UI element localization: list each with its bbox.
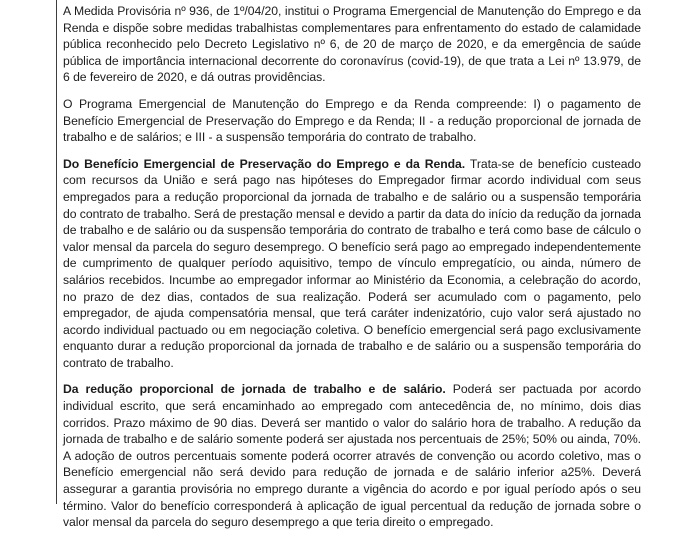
paragraph-lead: Da redução proporcional de jornada de trabalho e de salário.	[63, 382, 446, 397]
left-border-line	[56, 0, 57, 504]
paragraph-programa-compreende	[63, 96, 641, 146]
paragraph-body: Trata-se de benefício custeado com recursos da União e será pago nas hipóteses do Empregador firmar acordo individual com seus empregados para a redução proporcional da jornada de trabalho e de salário ou a suspensão temporária do contrato de trabalho. Será de prestação mensal e devido a partir da data do início da redução da jornada de trabalho e de salário ou da suspensão temporária do contrato de trabalho e terá como base de cálculo o valor mensal da parcela do seguro desemprego. O benefício será pago ao empregado independentemente de cumprimento de qualquer período aquisitivo, tempo de vínculo empregatício, ou ainda, número de salários recebidos. Incumbe ao empregador informar ao Ministério da Economia, a celebração do acordo, no prazo de dez dias, contados de sua realização. Poderá ser acumulado com o pagamento, pelo empregador, de ajuda compensatória mensal, que terá caráter indenizatório, cujo valor será ajustado no acordo individual pactuado ou em negociação coletiva. O benefício emergencial será pago exclusivamente enquanto durar a redução proporcional da jornada de trabalho e de salário ou a suspensão temporária do contrato de trabalho.	[63, 156, 642, 370]
document-content	[63, 3, 641, 541]
paragraph-lead: Do Benefício Emergencial de Preservação do Emprego e da Renda.	[63, 156, 466, 171]
paragraph-beneficio-emergencial	[63, 156, 641, 372]
paragraph-body: A Medida Provisória nº 936, de 1º/04/20, institui o Programa Emergencial de Manutenção do Emprego e da Renda e dispõe sobre medidas trabalhistas complementares para enfrentamento do estado de calamidade pública reconhecido pelo Decreto Legislativo nº 6, de 20 de março de 2020, e da emergência de saúde pública de importância internacional decorrente do coronavírus (covid-19), de que trata a Lei nº 13.979, de 6 de fevereiro de 2020, e dá outras providências.	[63, 4, 641, 85]
paragraph-body: Poderá ser pactuada por acordo individual escrito, que será encaminhado ao empregado com antecedência de, no mínimo, dois dias corridos. Prazo máximo de 90 dias. Deverá ser mantido o valor do salário hora de trabalho. A redução da jornada de trabalho e de salário somente poderá ser ajustada nos percentuais de 25%; 50% ou ainda, 70%. A adoção de outros percentuais somente poderá ocorrer através de convenção ou acordo coletivo, mas o Benefício emergencial não será devido para redução de jornada e de salário inferior a25%. Deverá assegurar a garantia provisória no emprego durante a vigência do acordo e por igual período após o seu término. Valor do benefício corresponderá à aplicação de igual percentual da redução de jornada sobre o valor mensal da parcela do seguro desemprego a que teria direito o empregado.	[63, 382, 642, 530]
paragraph-body: O Programa Emergencial de Manutenção do Emprego e da Renda compreende: I) o pagamento de Benefício Emergencial de Preservação do Emprego e da Renda; II - a redução proporcional de jornada de trabalho e de salários; e III - a suspensão temporária do contrato de trabalho.	[63, 96, 641, 145]
paragraph-reducao-jornada	[63, 381, 641, 530]
paragraph-intro-mp936	[63, 3, 641, 86]
